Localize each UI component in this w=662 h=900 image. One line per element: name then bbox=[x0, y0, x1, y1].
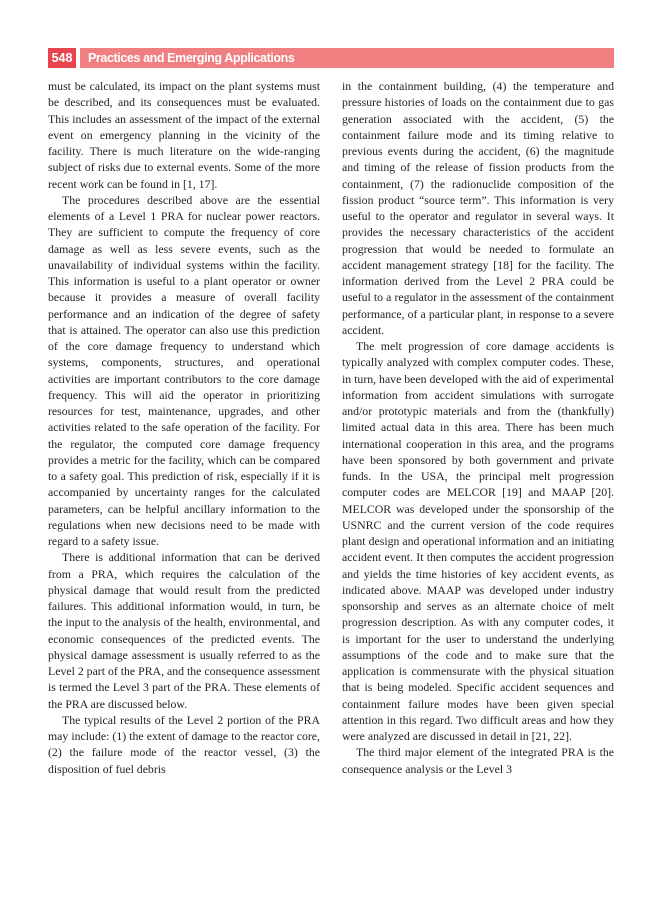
left-column bbox=[48, 78, 320, 777]
running-header bbox=[48, 48, 614, 68]
paragraph: The procedures described above are the essential elements of a Level 1 PRA for nuclear power reactors. They are sufficient to compute the frequency of core damage as well as less severe events, such as the unavailability of individual systems within the facility. This information is useful to a plant operator or owner because it provides a measure of overall facility performance and an indication of the degree of safety that is attained. The operator can also use this prediction of the core damage frequency to understand which systems, components, structures, and operational activities are important contributors to the core damage frequency. This will aid the operator in prioritizing resources for test, maintenance, upgrades, and other activities related to the safe operation of the facility. For the regulator, the computed core damage frequency provides a metric for the facility, which can be compared to a safety goal. This prediction of risk, especially if it is accompanied by uncertainty ranges for the calculated parameters, can be helpful ancillary information to the regulations when new decisions need to be made with regard to a safety issue. bbox=[48, 192, 320, 548]
paragraph: The third major element of the integrated PRA is the consequence analysis or the Level 3 bbox=[342, 745, 614, 776]
header-separator bbox=[76, 48, 80, 68]
paragraph: There is additional information that can be derived from a PRA, which requires the calculation of the physical damage that would result from the predicted failures. This additional information would, in turn, be the input to the analysis of the health, environmental, and economic consequences of the predicted events. The physical damage assessment is usually referred to as the Level 2 part of the PRA, and the consequence assessment is termed the Level 3 part of the PRA. These elements of the PRA are discussed below. bbox=[48, 550, 320, 711]
page-number: 548 bbox=[48, 48, 76, 68]
right-column bbox=[342, 78, 614, 777]
paragraph: The typical results of the Level 2 portion of the PRA may include: (1) the extent of damage to the reactor core, (2) the failure mode of the reactor vessel, (3) the disposition of fuel debris bbox=[48, 712, 320, 776]
paragraph: must be calculated, its impact on the plant systems must be described, and its consequences must be evaluated. This includes an assessment of the impact of the external event on emergency planning in the vicinity of the facility. There is much literature on the wide-ranging subject of risks due to external events. Some of the more recent work can be found in [1, 17]. bbox=[48, 79, 320, 191]
paragraph: in the containment building, (4) the temperature and pressure histories of loads on the containment due to gas generation associated with the accident, (5) the containment failure mode and its timing relative to previous events during the accident, (6) the magnitude and timing of the release of fission products from the containment, (7) the radionuclide composition of the fission product “source term”. This information is very useful to the operator and regulator in several ways. It provides the necessary characteristics of the accident progression that would be needed to formulate an accident management strategy [18] for the facility. The information derived from the Level 2 PRA could be useful to a regulator in the assessment of the containment performance, of a particular plant, in response to a severe accident. bbox=[342, 79, 614, 337]
paragraph: The melt progression of core damage accidents is typically analyzed with complex computer codes. These, in turn, have been developed with the aid of experimental information from accident simulations with surrogate and/or prototypic materials and from the (thankfully) limited actual data in this area. There has been much international cooperation in this area, and the programs have been sponsored by both government and private funds. In the USA, the principal melt progression computer codes are MELCOR [19] and MAAP [20]. MELCOR was developed under the sponsorship of the USNRC and the current version of the code requires plant design and operational information and an initiating accident event. It then computes the accident progression and yields the time histories of key accident events, as indicated above. MAAP was developed under industry sponsorship and serves as an alternate choice of melt progression description. As with any computer codes, it is important for the user to understand the underlying assumptions of the code and to make sure that the application is commensurate with the physical situation that is being modeled. Specific accident sequences and containment failure modes have been given special attention in this regard. Two difficult areas and how they were analyzed are discussed in detail in [21, 22]. bbox=[342, 339, 614, 743]
section-title: Practices and Emerging Applications bbox=[88, 51, 295, 65]
